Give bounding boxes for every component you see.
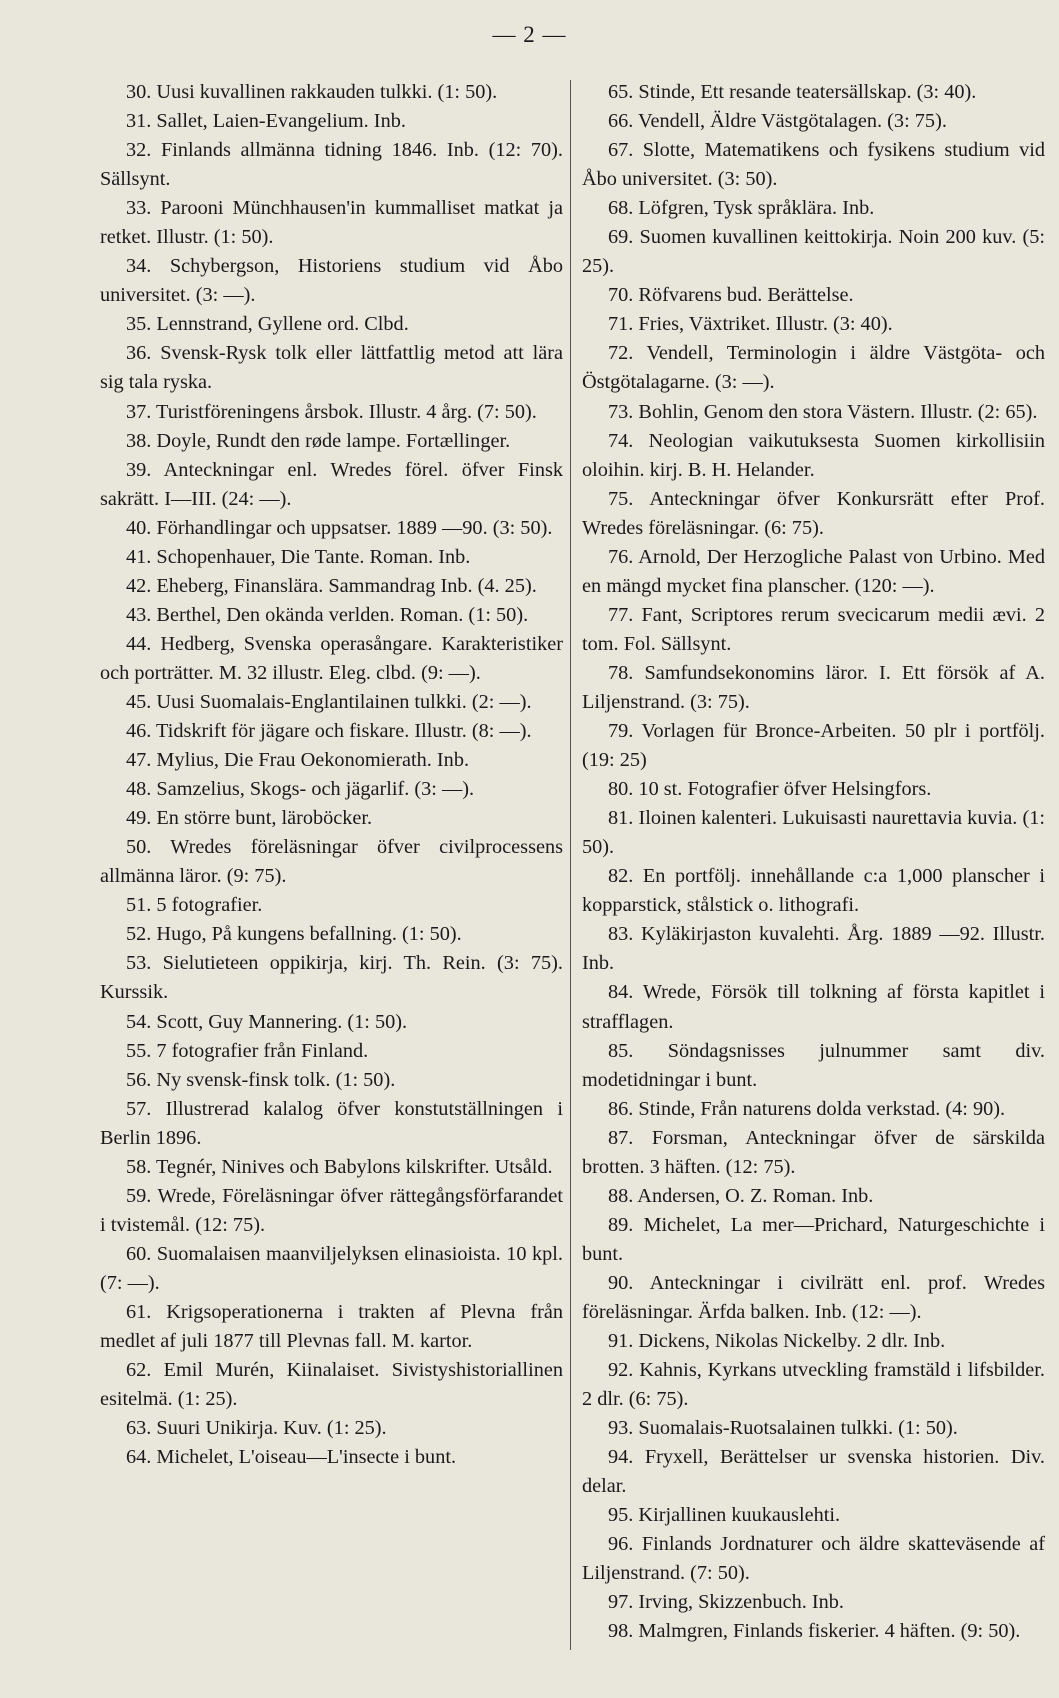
catalog-entry: 85. Söndagsnisses julnummer samt div. modetidningar i bunt. xyxy=(582,1039,1045,1091)
catalog-entry: 98. Malmgren, Finlands fiskerier. 4 häften. (9: 50). xyxy=(608,1620,1021,1643)
catalog-entry: 61. Krigsoperationerna i trakten af Plevna från medlet af juli 1877 till Plevnas fall. M. kartor. xyxy=(100,1300,563,1353)
catalog-entry: 70. Röfvarens bud. Berättelse. xyxy=(608,284,854,307)
catalog-entry: 68. Löfgren, Tysk språklära. Inb. xyxy=(608,197,875,220)
catalog-entry: 52. Hugo, På kungens befallning. (1: 50). xyxy=(126,923,462,946)
catalog-entry: 48. Samzelius, Skogs- och jägarlif. (3: —). xyxy=(126,778,475,801)
catalog-entry: 51. 5 fotografier. xyxy=(126,894,263,917)
catalog-entry: 31. Sallet, Laien-Evangelium. Inb. xyxy=(126,110,406,133)
catalog-entry: 59. Wrede, Föreläsningar öfver rättegångsförfarandet i tvistemål. (12: 75). xyxy=(100,1184,563,1236)
catalog-entry: 95. Kirjallinen kuukauslehti. xyxy=(608,1504,841,1527)
left-column xyxy=(100,78,563,1472)
catalog-entry: 86. Stinde, Från naturens dolda verkstad. (4: 90). xyxy=(608,1097,1006,1120)
catalog-entry: 57. Illustrerad kalalog öfver konstutställningen i Berlin 1896. xyxy=(100,1097,563,1149)
catalog-entry: 38. Doyle, Rundt den røde lampe. Fortællinger. xyxy=(126,429,511,452)
catalog-entry: 75. Anteckningar öfver Konkursrätt efter Prof. Wredes föreläsningar. (6: 75). xyxy=(582,487,1045,539)
catalog-entry: 72. Vendell, Terminologin i äldre Västgöta- och Östgötalagarne. (3: —). xyxy=(582,342,1045,394)
catalog-entry: 58. Tegnér, Ninives och Babylons kilskrifter. Utsåld. xyxy=(126,1155,553,1178)
catalog-entry: 35. Lennstrand, Gyllene ord. Clbd. xyxy=(126,313,409,336)
catalog-entry: 90. Anteckningar i civilrätt enl. prof. Wredes föreläsningar. Ärfda balken. Inb. (12: —). xyxy=(582,1271,1045,1323)
catalog-entry: 93. Suomalais-Ruotsalainen tulkki. (1: 50). xyxy=(608,1417,958,1440)
catalog-entry: 82. En portfölj. innehållande c:a 1,000 planscher i kopparstick, stålstick o. lithografi. xyxy=(582,865,1045,917)
catalog-entry: 77. Fant, Scriptores rerum svecicarum medii ævi. 2 tom. Fol. Sällsynt. xyxy=(582,603,1045,655)
catalog-entry: 49. En större bunt, läroböcker. xyxy=(126,807,373,830)
catalog-entry: 39. Anteckningar enl. Wredes förel. öfver Finsk sakrätt. I—III. (24: —). xyxy=(100,458,563,510)
catalog-entry: 46. Tidskrift för jägare och fiskare. Illustr. (8: —). xyxy=(126,720,532,743)
catalog-entry: 40. Förhandlingar och uppsatser. 1889 —90. (3: 50). xyxy=(126,516,553,539)
catalog-entry: 43. Berthel, Den okända verlden. Roman. (1: 50). xyxy=(126,603,529,626)
catalog-entry: 47. Mylius, Die Frau Oekonomierath. Inb. xyxy=(126,749,470,772)
catalog-entry: 79. Vorlagen für Bronce-Arbeiten. 50 plr i portfölj. (19: 25) xyxy=(582,720,1045,772)
catalog-entry: 88. Andersen, O. Z. Roman. Inb. xyxy=(608,1184,874,1207)
catalog-entry: 71. Fries, Växtriket. Illustr. (3: 40). xyxy=(608,313,893,336)
catalog-entry: 45. Uusi Suomalais-Englantilainen tulkki. (2: —). xyxy=(126,690,532,713)
catalog-entry: 55. 7 fotografier från Finland. xyxy=(126,1039,369,1062)
catalog-entry: 50. Wredes föreläsningar öfver civilprocessens allmänna läror. (9: 75). xyxy=(100,836,563,888)
catalog-entry: 60. Suomalaisen maanviljelyksen elinasioista. 10 kpl. (7: —). xyxy=(100,1242,563,1294)
catalog-entry: 74. Neologian vaikutuksesta Suomen kirkollisiin oloihin. kirj. B. H. Helander. xyxy=(582,429,1045,481)
catalog-entry: 69. Suomen kuvallinen keittokirja. Noin 200 kuv. (5: 25). xyxy=(582,226,1045,278)
catalog-entry: 36. Svensk-Rysk tolk eller lättfattlig metod att lära sig tala ryska. xyxy=(100,342,563,394)
catalog-entry: 96. Finlands Jordnaturer och äldre skatteväsende af Liljenstrand. (7: 50). xyxy=(582,1533,1045,1585)
catalog-entry: 76. Arnold, Der Herzogliche Palast von Urbino. Med en mängd mycket fina planscher. (120: —). xyxy=(582,545,1045,597)
catalog-entry: 30. Uusi kuvallinen rakkauden tulkki. (1: 50). xyxy=(126,81,498,103)
catalog-entry: 34. Schybergson, Historiens studium vid Åbo universitet. (3: —). xyxy=(100,255,563,307)
catalog-entry: 81. Iloinen kalenteri. Lukuisasti naurettavia kuvia. (1: 50). xyxy=(582,807,1045,859)
catalog-entry: 65. Stinde, Ett resande teatersällskap. (3: 40). xyxy=(608,81,977,103)
catalog-entry: 56. Ny svensk-finsk tolk. (1: 50). xyxy=(126,1068,396,1091)
catalog-entry: 37. Turistföreningens årsbok. Illustr. 4 årg. (7: 50). xyxy=(126,400,537,423)
page-number: — 2 — xyxy=(492,22,567,47)
catalog-entry: 32. Finlands allmänna tidning 1846. Inb. (12: 70). Sällsynt. xyxy=(100,139,563,191)
catalog-entry: 54. Scott, Guy Mannering. (1: 50). xyxy=(126,1010,408,1033)
column-divider xyxy=(570,80,571,1650)
catalog-entry: 73. Bohlin, Genom den stora Västern. Illustr. (2: 65). xyxy=(608,400,1038,423)
catalog-entry: 92. Kahnis, Kyrkans utveckling framstäld i lifsbilder. 2 dlr. (6: 75). xyxy=(582,1359,1045,1411)
catalog-entry: 62. Emil Murén, Kiinalaiset. Sivistyshistoriallinen esitelmä. (1: 25). xyxy=(100,1359,563,1411)
catalog-entry: 80. 10 st. Fotografier öfver Helsingfors. xyxy=(608,778,932,801)
catalog-entry: 44. Hedberg, Svenska operasångare. Karakteristiker och porträtter. M. 32 illustr. Eleg. clbd. (9: —). xyxy=(100,632,563,684)
catalog-entry: 33. Parooni Münchhausen'in kummalliset matkat ja retket. Illustr. (1: 50). xyxy=(100,197,563,249)
catalog-entry: 91. Dickens, Nikolas Nickelby. 2 dlr. Inb. xyxy=(608,1330,946,1353)
right-column xyxy=(582,78,1045,1647)
catalog-entry: 41. Schopenhauer, Die Tante. Roman. Inb. xyxy=(126,545,471,568)
catalog-entry: 66. Vendell, Äldre Västgötalagen. (3: 75). xyxy=(608,110,947,133)
catalog-entry: 78. Samfundsekonomins läror. I. Ett försök af A. Liljenstrand. (3: 75). xyxy=(582,661,1045,713)
catalog-entry: 89. Michelet, La mer—Prichard, Naturgeschichte i bunt. xyxy=(582,1213,1045,1265)
catalog-entry: 87. Forsman, Anteckningar öfver de särskilda brotten. 3 häften. (12: 75). xyxy=(582,1126,1045,1178)
catalog-entry: 64. Michelet, L'oiseau—L'insecte i bunt. xyxy=(126,1446,457,1469)
catalog-entry: 53. Sielutieteen oppikirja, kirj. Th. Rein. (3: 75). Kurssik. xyxy=(100,952,563,1004)
catalog-entry: 67. Slotte, Matematikens och fysikens studium vid Åbo universitet. (3: 50). xyxy=(582,139,1045,191)
catalog-entry: 84. Wrede, Försök till tolkning af första kapitlet i strafflagen. xyxy=(582,981,1045,1033)
catalog-entry: 83. Kyläkirjaston kuvalehti. Årg. 1889 —92. Illustr. Inb. xyxy=(582,923,1045,975)
catalog-entry: 42. Eheberg, Finanslära. Sammandrag Inb. (4. 25). xyxy=(126,574,537,597)
catalog-entry: 97. Irving, Skizzenbuch. Inb. xyxy=(608,1591,844,1614)
catalog-entry: 94. Fryxell, Berättelser ur svenska historien. Div. delar. xyxy=(582,1446,1045,1498)
catalog-entry: 63. Suuri Unikirja. Kuv. (1: 25). xyxy=(126,1417,387,1440)
